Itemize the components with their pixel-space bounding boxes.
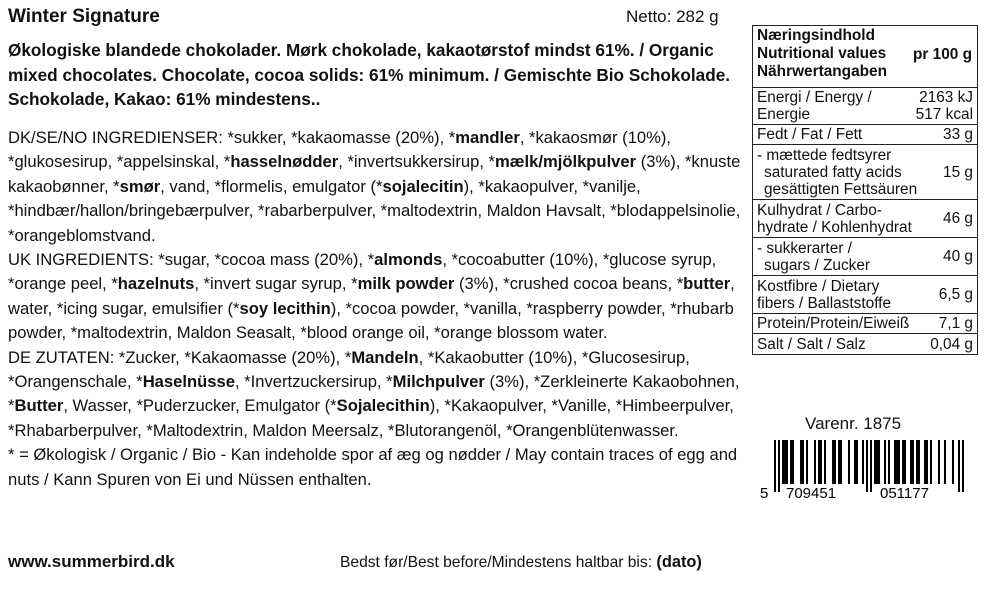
barcode-digits: 5	[760, 485, 769, 500]
nutrition-label: - mættede fedtsyrer saturated fatty acids gesättigten Fettsäuren	[757, 146, 918, 198]
barcode-bar	[790, 440, 792, 484]
best-before-value: (dato)	[656, 553, 702, 571]
nutrition-value: 46 g	[943, 210, 973, 227]
barcode-digits: 709451	[786, 485, 837, 500]
nutrition-value: 7,1 g	[938, 315, 973, 332]
nutrition-row	[753, 334, 977, 354]
nutrition-header	[753, 26, 977, 88]
allergen: smør	[119, 176, 161, 196]
barcode-bar	[848, 440, 850, 484]
ingredient-text: , *kakaosmør (10%), *glukosesirup, *appelsinskal, *	[8, 128, 672, 172]
ingredient-text: , *Kakaobutter (10%), *Glucosesirup, *Orangenschale, *	[8, 347, 690, 392]
allergen: hazelnuts	[117, 274, 195, 294]
barcode-digits: 051177	[880, 485, 929, 500]
barcode-bar	[854, 440, 856, 484]
barcode-bar	[786, 440, 788, 484]
barcode-bar	[774, 440, 776, 492]
nutrition-value: 15 g	[943, 163, 973, 181]
ingredient-text: , *cocoabutter (10%), *glucose syrup, *orange peel, *	[8, 250, 717, 294]
barcode-bar	[902, 440, 904, 484]
nutrition-value: 0,04 g	[930, 335, 973, 353]
barcode-bar	[962, 440, 964, 492]
nutrition-row	[753, 88, 977, 125]
barcode-bar	[782, 440, 784, 484]
ingredient-text: , *invert sugar syrup, *	[194, 274, 358, 294]
barcode-bar	[944, 440, 946, 484]
barcode-bar	[878, 440, 880, 484]
ingredients-dk	[8, 126, 743, 248]
allergen: mælk/mjölkpulver	[495, 152, 637, 172]
barcode-bar	[926, 440, 928, 484]
nutrition-label: Fedt / Fat / Fett	[757, 126, 863, 143]
nutrition-value: 40 g	[943, 248, 973, 265]
product-description: Økologiske blandede chokolader. Mørk chokolade, kakaotørstof mindst 61%. / Organic mixed chocolates. Chocolate, cocoa solids: 61% minimum. / Gemischte Bio Schokolade. Schokolade, Kakao: 61% mindestens..	[8, 40, 731, 109]
ingredient-text: , water, *icing sugar, emulsifier (*	[8, 274, 735, 318]
ingredient-text: UK INGREDIENTS: *sugar, *cocoa mass (20%), *	[8, 250, 375, 270]
nutrition-label: - sukkerarter / sugars / Zucker	[757, 239, 871, 274]
barcode-bar	[938, 440, 940, 484]
nutrition-label: Salt / Salt / Salz	[757, 335, 866, 353]
organic-note: * = Økologisk / Organic / Bio - Kan indeholde spor af æg og nødder / May contain traces of egg and nuts / Kann Spuren von Ei und Nüssen enthalten.	[8, 445, 738, 489]
barcode-bar	[838, 440, 840, 484]
nutrition-row	[753, 238, 977, 276]
allergen: sojalecitin	[382, 176, 464, 196]
net-weight: Netto: 282 g	[626, 7, 719, 26]
allergen: hasselnødder	[230, 152, 339, 172]
product-title: Winter Signature	[8, 6, 160, 27]
allergen: soy lecithin	[239, 298, 331, 318]
allergen: Milchpulver	[392, 372, 485, 392]
ingredient-text: ), *cocoa powder, *vanilla, *raspberry powder, *rhubarb powder, *maltodextrin, Maldon Seasalt, *blood orange oil, *orange blossom water.	[8, 298, 734, 343]
barcode-bar	[910, 440, 912, 484]
nutrition-row	[753, 200, 977, 238]
barcode-bar	[904, 440, 906, 484]
nutrition-value: 2163 kJ 517 kcal	[915, 89, 973, 123]
barcode-bar	[924, 440, 926, 484]
barcode-bar	[866, 440, 868, 492]
ingredient-text: (3%), *crushed cocoa beans, *	[454, 274, 684, 294]
nutrition-label: Kostfibre / Dietary fibers / Ballaststoffe	[757, 277, 892, 312]
allergen: Sojalecithin	[336, 396, 430, 416]
nutrition-table	[752, 25, 978, 355]
ingredient-text: , *Invertzuckersirup, *	[234, 372, 393, 392]
allergen: mandler	[455, 128, 520, 147]
nutrition-value: 6,5 g	[938, 286, 973, 303]
barcode-bar	[896, 440, 898, 484]
barcode-bar	[894, 440, 896, 484]
barcode-bar	[916, 440, 918, 484]
barcode-bar	[818, 440, 820, 484]
ingredient-text: ), *Kakaopulver, *Vanille, *Himbeerpulver, *Rhabarberpulver, *Maltodextrin, Maldon Meersalz, *Blutorangenöl, *Orangenblütenwasser.	[8, 396, 734, 440]
ingredient-text: , Wasser, *Puderzucker, Emulgator (*	[63, 396, 337, 416]
nutrition-label: Protein/Protein/Eiweiß	[757, 315, 910, 332]
allergen: Haselnüsse	[142, 372, 235, 392]
ingredient-text: DE ZUTATEN: *Zucker, *Kakaomasse (20%), *	[8, 347, 352, 367]
barcode-bar	[884, 440, 886, 484]
barcode-bar	[898, 440, 900, 484]
nutrition-header-de: Nährwertangaben	[757, 63, 887, 80]
barcode-bar	[832, 440, 834, 484]
website-link[interactable]: www.summerbird.dk	[8, 552, 175, 571]
barcode-bar	[800, 440, 802, 484]
allergen: butter	[683, 274, 731, 294]
nutrition-row	[753, 314, 977, 334]
allergen: milk powder	[357, 274, 455, 294]
ingredient-text: DK/SE/NO INGREDIENSER: *sukker, *kakaomasse (20%), *	[8, 128, 456, 147]
ingredients-block	[8, 126, 743, 492]
ingredient-text: , *invertsukkersirup, *	[338, 152, 495, 172]
barcode-bar	[874, 440, 876, 484]
barcode-bar	[802, 440, 804, 484]
nutrition-label: Kulhydrat / Carbo- hydrate / Kohlenhydrat	[757, 201, 912, 236]
ingredients-de	[8, 346, 743, 444]
barcode-bar	[876, 440, 878, 484]
nutrition-header-en: Nutritional values	[757, 45, 887, 62]
nutrition-value: 33 g	[943, 126, 973, 143]
nutrition-header-dk: Næringsindhold	[757, 27, 875, 44]
barcode-bar	[792, 440, 794, 484]
allergen: Butter	[14, 396, 64, 416]
barcode-bar	[918, 440, 920, 484]
allergen: almonds	[374, 250, 443, 270]
nutrition-per: pr 100 g	[912, 46, 972, 63]
best-before	[340, 553, 702, 572]
barcode-bar	[820, 440, 822, 484]
barcode-bar	[862, 440, 864, 484]
barcode-bar	[952, 440, 954, 484]
ingredient-text: , vand, *flormelis, emulgator (*	[160, 176, 383, 196]
barcode-bar	[814, 440, 816, 484]
barcode-bar	[930, 440, 932, 484]
nutrition-row	[753, 276, 977, 314]
barcode-bar	[840, 440, 842, 484]
barcode-bar	[888, 440, 890, 484]
barcode-bar	[778, 440, 780, 492]
barcode-bar	[824, 440, 826, 484]
ingredients-uk	[8, 248, 743, 346]
nutrition-row	[753, 145, 977, 200]
best-before-label: Bedst før/Best before/Mindestens haltbar bis:	[340, 554, 657, 571]
barcode-bar	[784, 440, 786, 484]
item-number: Varenr. 1875	[805, 414, 902, 433]
nutrition-row	[753, 125, 977, 145]
barcode-bar	[912, 440, 914, 484]
barcode-bar	[834, 440, 836, 484]
barcode-bar	[870, 440, 872, 492]
nutrition-label: Energi / Energy / Energie	[757, 89, 872, 123]
allergen: Mandeln	[351, 347, 419, 367]
barcode-bar	[958, 440, 960, 492]
ingredient-text: ), *kakaopulver, *vanilje, *hindbær/hallon/bringebærpulver, *rabarberpulver, *maltodextrin, Maldon Havsalt, *blodappelsinolie, *orangeblomstvand.	[8, 176, 741, 245]
barcode-bar	[856, 440, 858, 484]
barcode	[760, 440, 980, 500]
barcode-bar	[806, 440, 808, 484]
ingredient-text: (3%), *Zerkleinerte Kakaobohnen, *	[8, 372, 740, 416]
ingredient-text: (3%), *knuste kakaobønner, *	[8, 152, 741, 196]
